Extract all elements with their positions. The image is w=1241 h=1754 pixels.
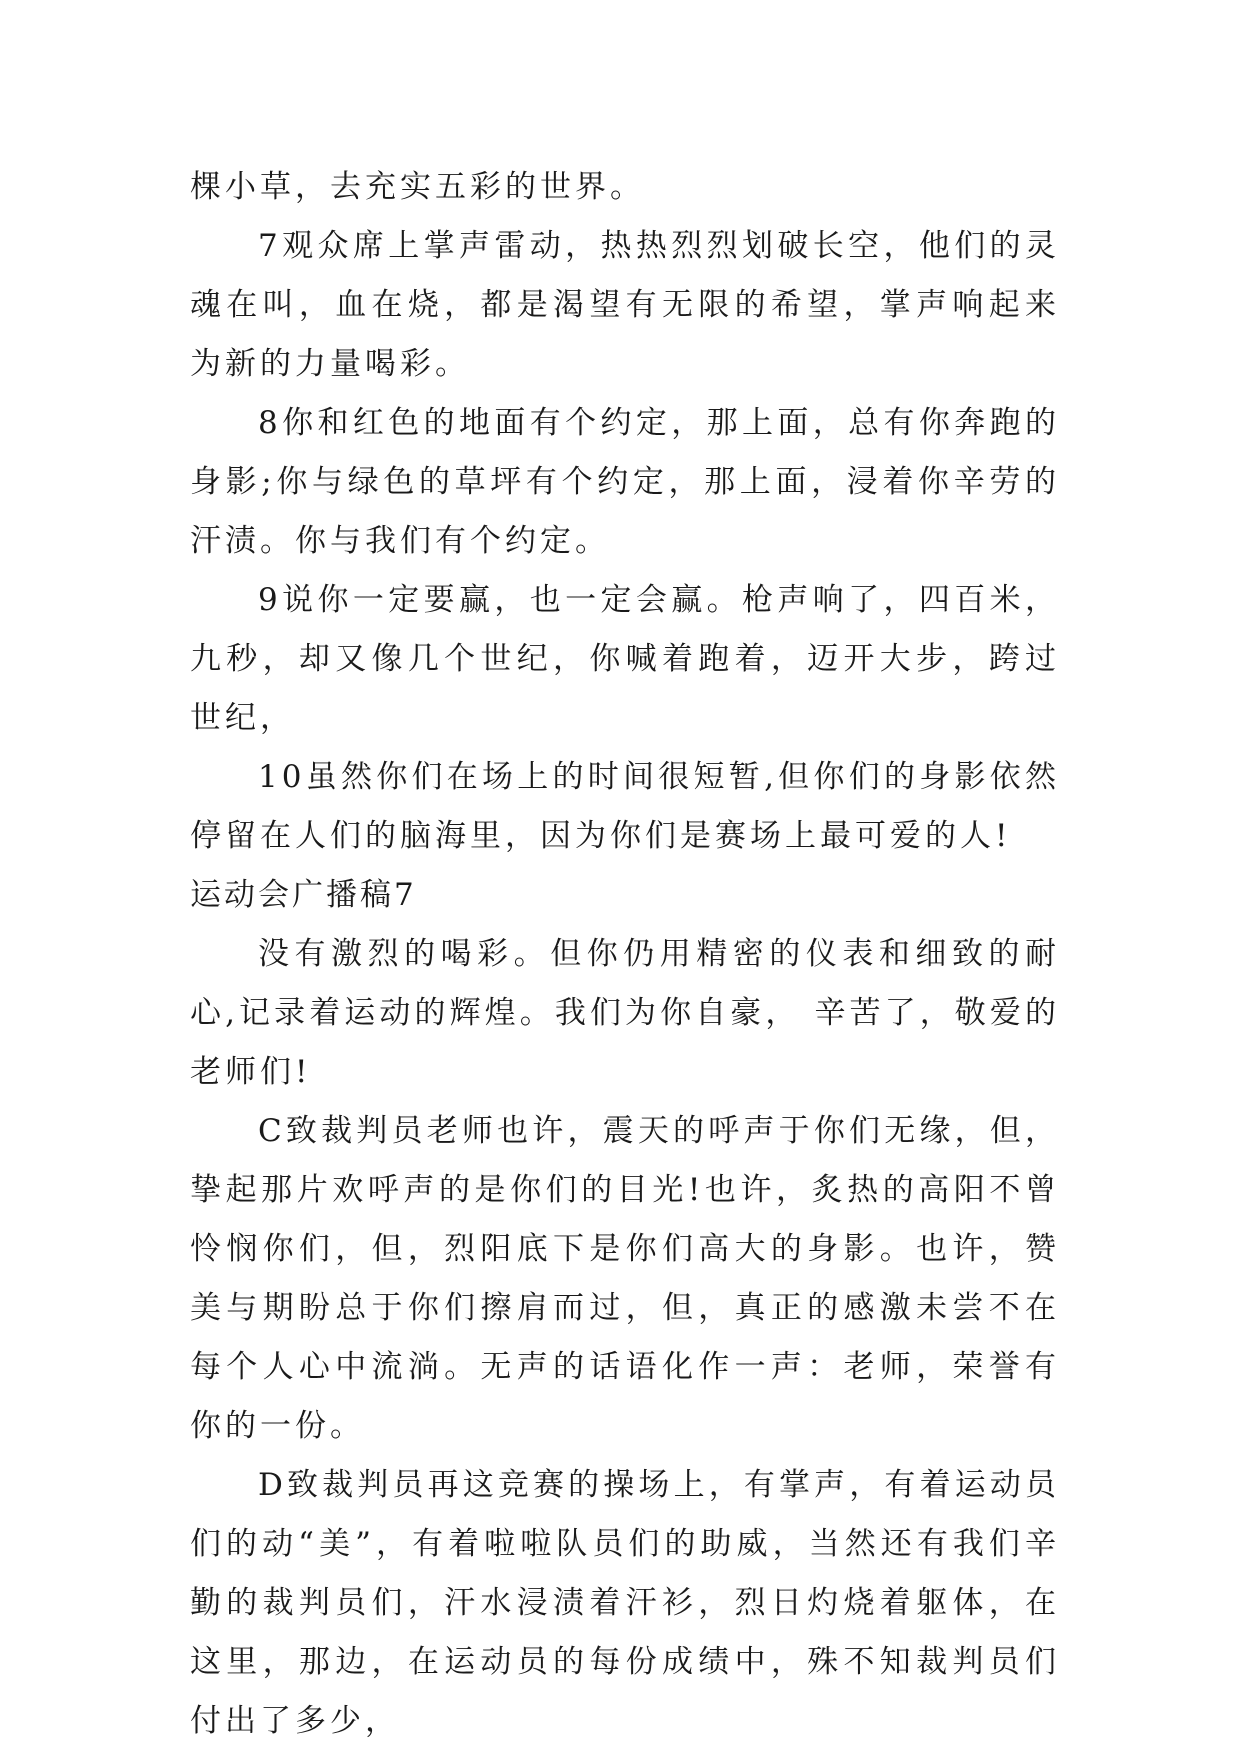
paragraph-item-d: D致裁判员再这竞赛的操场上，有掌声，有着运动员们的动“美”，有着啦啦队员们的助威，当然还有我们辛勤的裁判员们，汗水浸渍着汗衫，烈日灼烧着躯体，在这里，那边，在运动员的每份成绩中，殊不知裁判员们付出了多少，: [190, 1467, 1060, 1739]
paragraph-item-8: 8你和红色的地面有个约定，那上面，总有你奔跑的身影;你与绿色的草坪有个约定，那上面，浸着你辛劳的汗渍。你与我们有个约定。: [190, 405, 1060, 559]
section-heading: 运动会广播稿7: [190, 877, 417, 913]
paragraph-item-9: 9说你一定要赢，也一定会赢。枪声响了，四百米，九秒，却又像几个世纪，你喊着跑着，迈开大步，跨过世纪，: [190, 582, 1060, 736]
paragraph-item-c: C致裁判员老师也许，震天的呼声于你们无缘，但，挚起那片欢呼声的是你们的目光!也许，炙热的高阳不曾怜悯你们，但，烈阳底下是你们高大的身影。也许，赞美与期盼总于你们擦肩而过，但，真正的感激未尝不在每个人心中流淌。无声的话语化作一声：老师，荣誉有你的一份。: [190, 1113, 1060, 1444]
document-body: [190, 158, 1060, 1751]
paragraph-item-7: 7观众席上掌声雷动，热热烈烈划破长空，他们的灵魂在叫，血在烧，都是渴望有无限的希望，掌声响起来为新的力量喝彩。: [190, 228, 1060, 382]
paragraph-item-10: 10虽然你们在场上的时间很短暂,但你们的身影依然停留在人们的脑海里，因为你们是赛场上最可爱的人!: [190, 759, 1060, 854]
paragraph-teachers: 没有激烈的喝彩。但你仍用精密的仪表和细致的耐心,记录着运动的辉煌。我们为你自豪， 辛苦了，敬爱的老师们!: [190, 936, 1060, 1090]
paragraph-continuation: 棵小草，去充实五彩的世界。: [190, 169, 645, 205]
